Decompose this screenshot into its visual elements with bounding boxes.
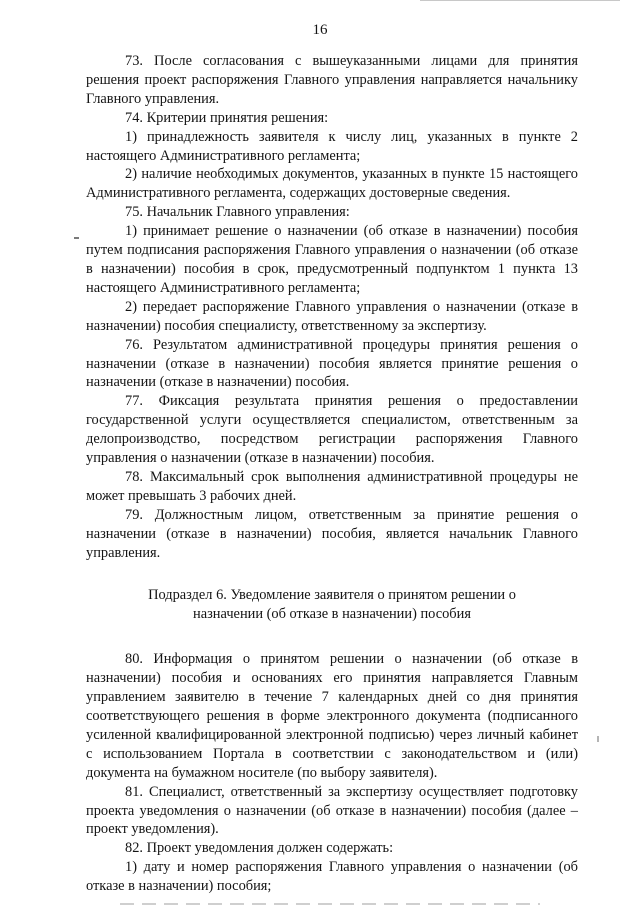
paragraph-74-item-1: 1) принадлежность заявителя к числу лиц, указанных в пункте 2 настоящего Административного регламента; [86,128,578,164]
paragraph-82: 82. Проект уведомления должен содержать: [125,840,394,857]
paragraph-75-item-2: 2) передает распоряжение Главного управления о назначении (отказе в назначении) пособия специалисту, ответственному за экспертизу. [86,298,578,334]
paragraph-73: 73. После согласования с вышеуказанными лицами для принятия решения проект распоряжения Главного управления направляется начальнику Главного управления. [86,53,578,107]
scan-margin-mark [597,736,599,742]
section-heading-line-1: Подраздел 6. Уведомление заявителя о принятом решении о [148,587,516,604]
paragraph-74: 74. Критерии принятия решения: [125,109,329,126]
paragraph-74-item-2: 2) наличие необходимых документов, указанных в пункте 15 настоящего Административного регламента, содержащих достоверные сведения. [86,166,578,202]
paragraph-79: 79. Должностным лицом, ответственным за принятие решения о назначении (отказе в назначении) пособия, является начальник Главного управления. [86,506,578,561]
page-number: 16 [312,22,328,38]
document-body [86,52,578,896]
section-heading [86,586,578,624]
paragraph-77: 77. Фиксация результата принятия решения о предоставлении государственной услуги осуществляется специалистом, ответственным за делопроизводство, посредством регистрации распоряжения Главного управления о назначении (отказе в назначении) пособия. [86,393,578,467]
paragraph-76: 76. Результатом административной процедуры принятия решения о назначении (отказе в назначении) пособия является принятие решения о назначении (отказе в назначении) пособия. [86,336,578,391]
scan-margin-mark [74,237,79,239]
paragraph-81: 81. Специалист, ответственный за экспертизу осуществляет подготовку проекта уведомления о назначении (об отказе в назначении) пособия (далее – проект уведомления). [86,783,578,838]
paragraph-80: 80. Информация о принятом решении о назначении (об отказе в назначении) пособия и основаниях его принятия направляется Главным управлением заявителю в течение 7 календарных дней со дня принятия соответствующего решения в форме электронного документа (подписанного усиленной квалифицированной электронной подписью) через личный кабинет с использованием Портала в соответствии с законодательством и (или) документа на бумажном носителе (по выбору заявителя). [86,651,578,781]
paragraph-82-item-1: 1) дату и номер распоряжения Главного управления о назначении (об отказе в назначении) пособия; [86,859,578,895]
paragraph-75-item-1: 1) принимает решение о назначении (об отказе в назначении) пособия путем подписания распоряжения Главного управления о назначении (об отказе в назначении) пособия в срок, предусмотренный подпунктом 1 пункта 13 настоящего Административного регламента; [86,223,578,296]
paragraph-75: 75. Начальник Главного управления: [125,204,350,221]
scan-edge-line [420,0,620,1]
section-heading-line-2: назначении (об отказе в назначении) пособия [193,606,471,623]
paragraph-78: 78. Максимальный срок выполнения административной процедуры не может превышать 3 рабочих дней. [86,468,578,504]
